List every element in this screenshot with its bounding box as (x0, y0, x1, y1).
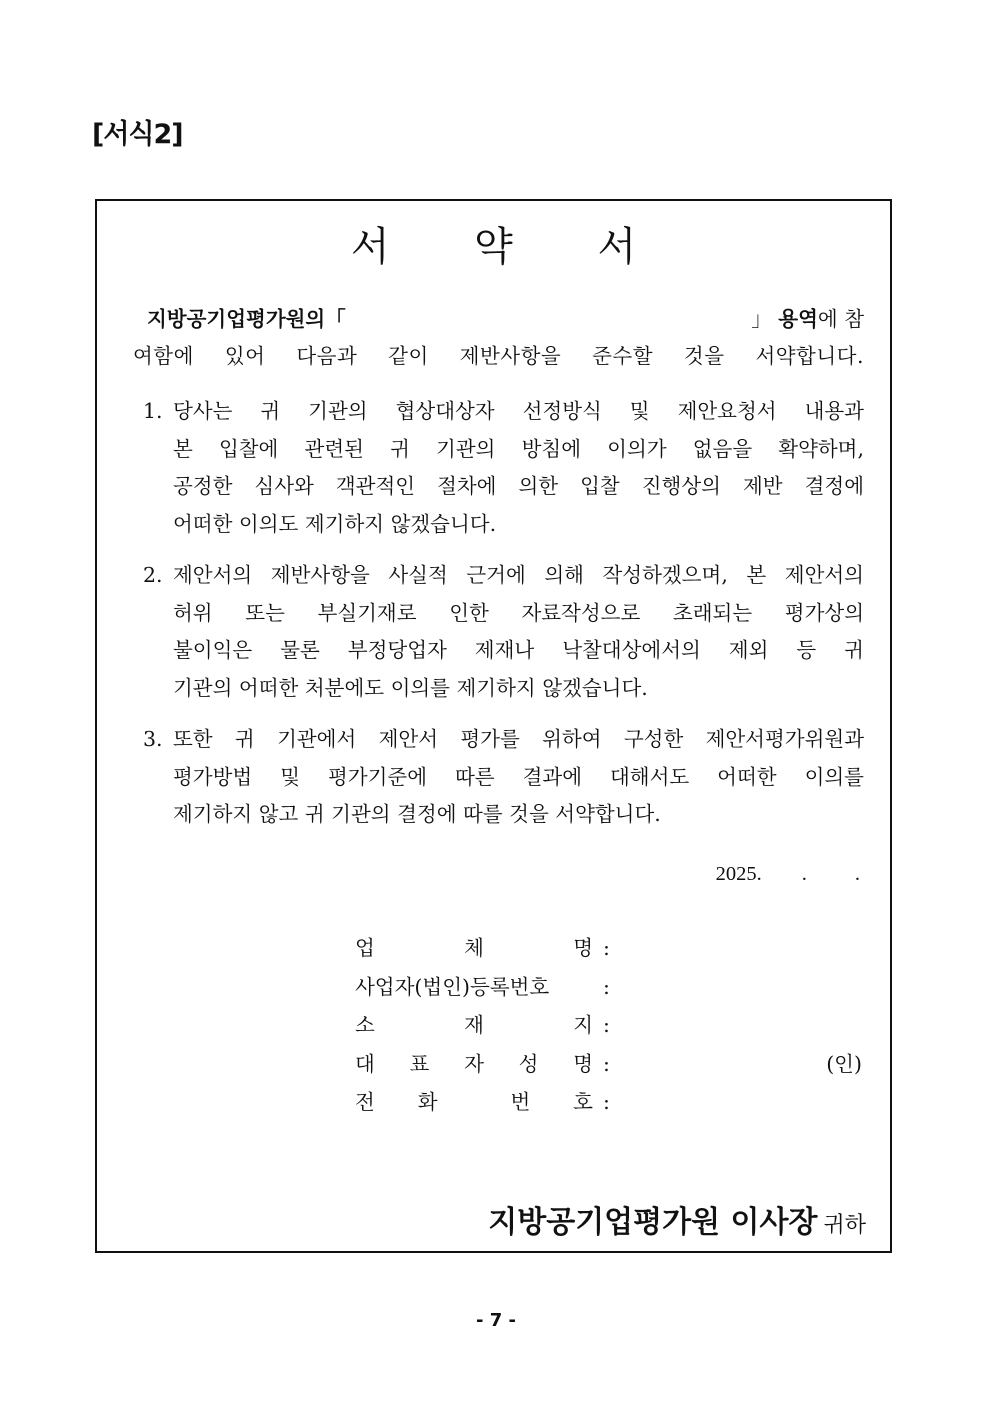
item-line: 공정한 심사와 객관적인 절차에 의한 입찰 진행상의 제반 결정에 (173, 474, 864, 498)
company-info-fields (355, 929, 862, 1122)
pledge-item-2 (143, 557, 864, 707)
page-number: - 7 - (476, 1310, 516, 1331)
item-line: 제기하지 않고 귀 기관의 결정에 따를 것을 서약합니다. (173, 802, 661, 826)
pledge-items (143, 393, 864, 848)
label-char: 표 (409, 1051, 430, 1076)
item-line: 허위 또는 부실기재로 인한 자료작성으로 초래되는 평가상의 (173, 600, 864, 625)
label-char: 소 (355, 1013, 375, 1037)
item-line: 불이익은 물론 부정당업자 제재나 낙찰대상에서의 제외 등 귀 (173, 638, 864, 662)
field-colon: : (603, 1051, 610, 1076)
seal-mark: (인) (826, 1051, 862, 1076)
label-char: 체 (464, 936, 484, 960)
field-phone-number[interactable] (355, 1083, 862, 1122)
date-line (716, 863, 860, 886)
item-number: 3. (143, 727, 163, 751)
field-address[interactable] (355, 1006, 862, 1045)
field-company-name[interactable] (355, 929, 862, 968)
item-number: 1. (143, 399, 163, 423)
item-line: 평가방법 및 평가기준에 따른 결과에 대해서도 어떠한 이의를 (173, 764, 864, 789)
label-char: 호 (573, 1090, 593, 1114)
bracket-close: 」 (751, 307, 772, 331)
item-line: 본 입찰에 관련된 귀 기관의 방침에 이의가 없음을 확약하며, (173, 436, 864, 461)
field-colon: : (603, 936, 610, 960)
intro-tail: 에 참 (817, 307, 864, 331)
field-representative-name[interactable] (355, 1045, 862, 1084)
item-line: 또한 귀 기관에서 제안서 평가를 위하여 구성한 제안서평가위원과 (173, 727, 864, 751)
label-char: 대 (355, 1051, 375, 1076)
field-colon: : (603, 974, 610, 999)
title-char: 서 (597, 224, 637, 270)
label-char: 번 (510, 1090, 531, 1114)
label-text: 사업자(법인)등록번호 (355, 974, 550, 999)
field-business-reg-number[interactable] (355, 968, 862, 1007)
service-word: 용역 (778, 307, 818, 331)
date-month: . (801, 863, 807, 885)
intro-paragraph (133, 301, 864, 375)
date-year: 2025. (715, 863, 762, 885)
item-line: 어떠한 이의도 제기하지 않겠습니다. (173, 511, 497, 536)
addressee: 지방공기업평가원 이사장 (488, 1205, 818, 1240)
field-colon: : (603, 1090, 610, 1114)
item-number: 2. (143, 563, 163, 587)
label-char: 전 (355, 1090, 375, 1114)
intro-line-2: 여함에 있어 다음과 같이 제반사항을 준수할 것을 서약합니다. (133, 344, 864, 368)
label-char: 재 (464, 1013, 484, 1037)
org-prefix: 지방공기업평가원의「 (147, 307, 346, 331)
pledge-item-3 (143, 721, 864, 834)
pledge-item-1 (143, 393, 864, 543)
field-colon: : (603, 1013, 610, 1037)
pledge-form-box (95, 199, 892, 1253)
honorific-suffix: 귀하 (823, 1213, 866, 1238)
form-number-label: [서식2] (92, 119, 183, 150)
label-char: 지 (573, 1013, 593, 1037)
document-title (97, 215, 890, 272)
label-char: 성 (518, 1051, 539, 1076)
label-char: 명 (573, 936, 593, 960)
label-char: 자 (464, 1051, 484, 1076)
item-line: 기관의 어떠한 처분에도 이의를 제기하지 않겠습니다. (173, 675, 648, 700)
addressee-signoff (488, 1197, 866, 1241)
title-char: 서 (350, 224, 390, 270)
title-char: 약 (474, 224, 513, 270)
label-char: 업 (355, 936, 375, 960)
item-line: 당사는 귀 기관의 협상대상자 선정방식 및 제안요청서 내용과 (173, 399, 864, 423)
date-day: . (854, 863, 860, 885)
item-line: 제안서의 제반사항을 사실적 근거에 의해 작성하겠으며, 본 제안서의 (173, 563, 864, 587)
label-char: 명 (573, 1051, 593, 1076)
label-char: 화 (417, 1090, 438, 1114)
